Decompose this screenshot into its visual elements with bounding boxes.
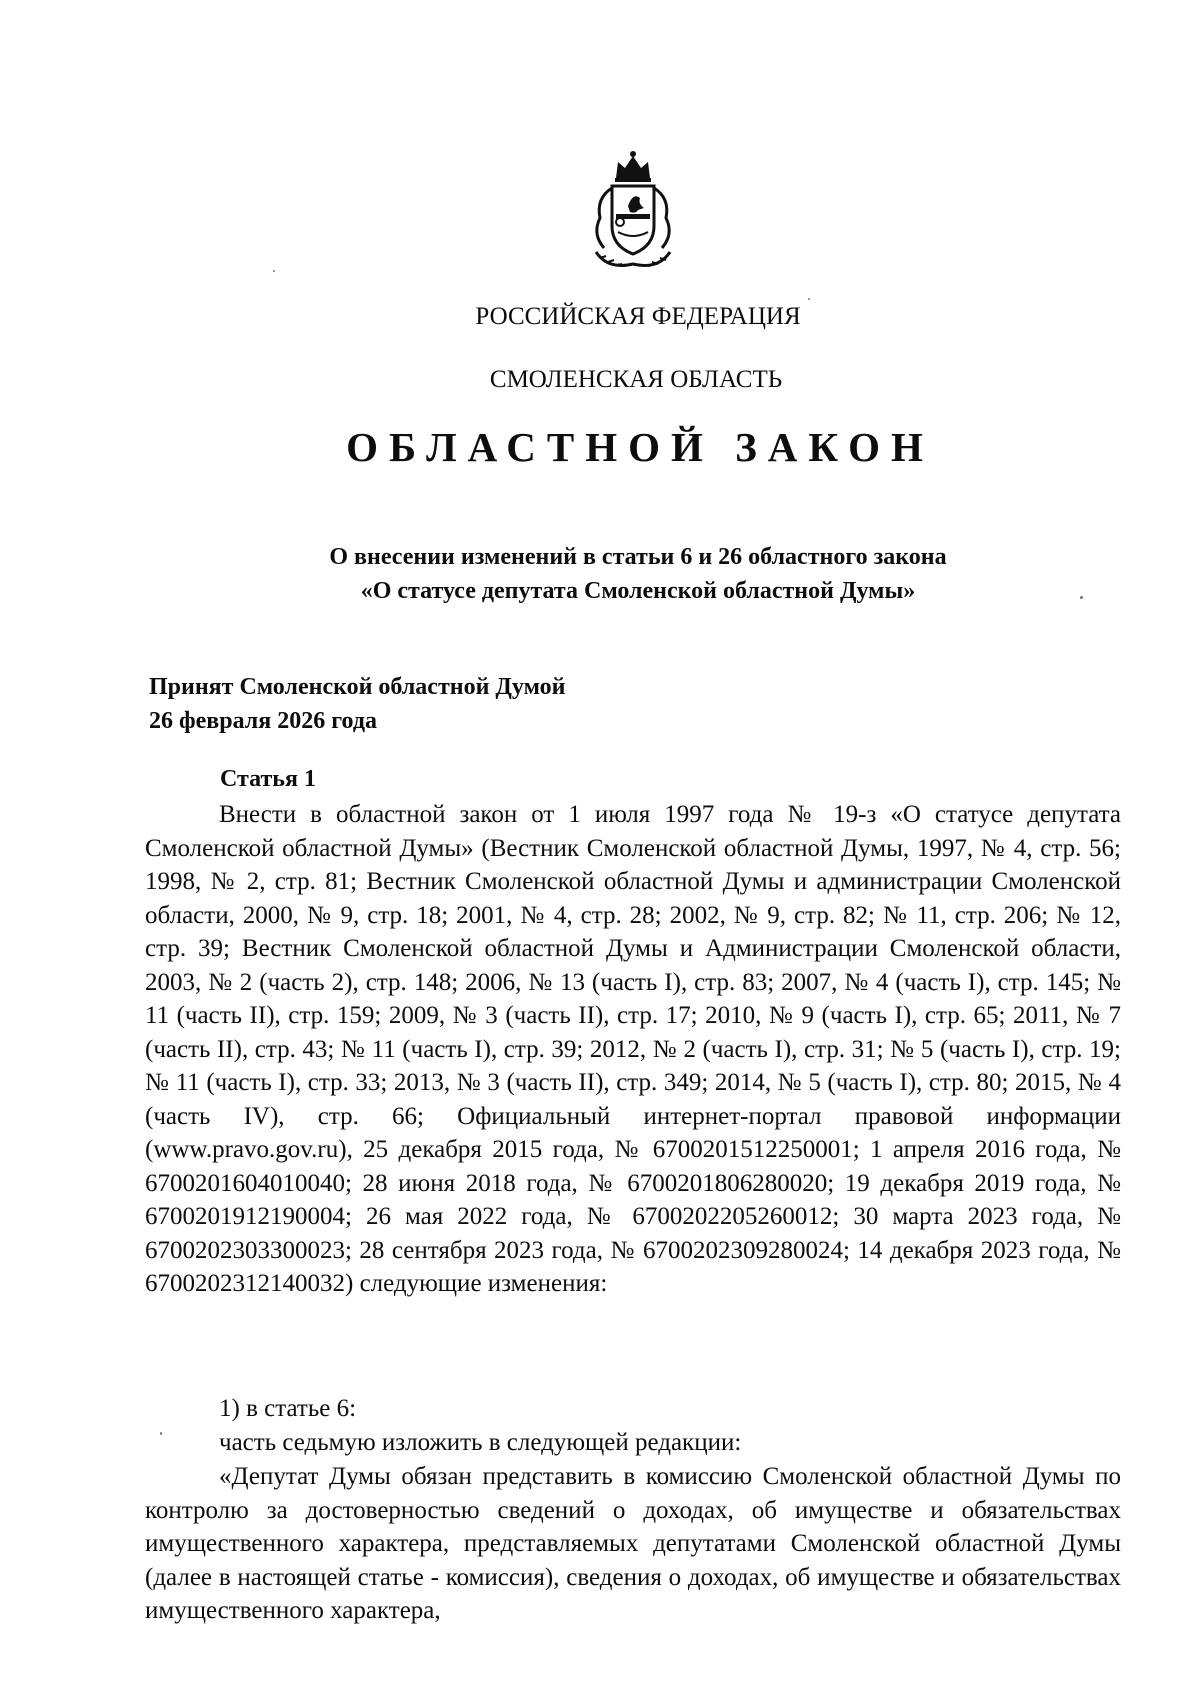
scan-speck xyxy=(1080,596,1083,599)
adoption-date: 26 февраля 2026 года xyxy=(149,708,377,734)
document-type-title: ОБЛАСТНОЙ ЗАКОН xyxy=(346,424,934,470)
scan-speck xyxy=(808,298,810,300)
amendment-quote-paragraph: «Депутат Думы обязан представить в комиссию Смоленской областной Думы по контролю за достоверностью сведений о доходах, об имуществе и обязательствах имущественного характера, представляемых депутатами Смоленской областной Думы (далее в настоящей статье - комиссия), сведения о доходах, об имуществе и обязательствах имущественного характера, xyxy=(145,1463,1121,1624)
scan-speck xyxy=(273,270,275,272)
article-title: Статья 1 xyxy=(220,766,316,792)
amendment-instruction: часть седьмую изложить в следующей редакции: xyxy=(219,1429,742,1456)
smolensk-coat-of-arms-icon xyxy=(578,148,688,276)
law-subject xyxy=(38,540,1200,608)
country-heading: РОССИЙСКАЯ ФЕДЕРАЦИЯ xyxy=(475,303,801,330)
subject-line-2: «О статусе депутата Смоленской областной Думы» xyxy=(360,578,916,604)
subject-line-1: О внесении изменений в статьи 6 и 26 областного закона xyxy=(329,544,947,570)
main-paragraph-text: Внести в областной закон от 1 июля 1997 года № 19-з «О статусе депутата Смоленской областной Думы» (Вестник Смоленской областной Думы, 1997, № 4, стр. 56; 1998, № 2, стр. 81; Вестник Смоленской областной Думы и администрации Смоленской области, 2000, № 9, стр. 18; 2001, № 4, стр. 28; 2002, № 9, стр. 82; № 11, стр. 206; № 12, стр. 39; Вестник Смоленской областной Думы и Администрации Смоленской области, 2003, № 2 (часть 2), стр. 148; 2006, № 13 (часть I), стр. 83; 2007, № 4 (часть I), стр. 145; № 11 (часть II), стр. 159; 2009, № 3 (часть II), стр. 17; 2010, № 9 (часть I), стр. 65; 2011, № 7 (часть II), стр. 43; № 11 (часть I), стр. 39; 2012, № 2 (часть I), стр. 31; № 5 (часть I), стр. 19; № 11 (часть I), стр. 33; 2013, № 3 (часть II), стр. 349; 2014, № 5 (часть I), стр. 80; 2015, № 4 (часть IV), стр. 66; Официальный интернет-портал правовой информации (www.pravo.gov.ru), 25 декабря 2015 года, № 6700201512250001; 1 апреля 2016 года, № 6700201604010040; 28 июня 2018 года, № 6700201806280020; 19 декабря 2019 года, № 6700201912190004; 26 мая 2022 года, № 6700202205260012; 30 марта 2023 года, № 6700202303300023; 28 сентября 2023 года, № 6700202309280024; 14 декабря 2023 года, № 6700202312140032) следующие изменения: xyxy=(145,801,1121,1297)
article-main-paragraph xyxy=(145,798,1121,1301)
amendment-item-1: 1) в статье 6: xyxy=(219,1395,357,1422)
region-heading: СМОЛЕНСКАЯ ОБЛАСТЬ xyxy=(489,366,783,393)
scan-speck xyxy=(160,1432,162,1435)
adoption-body: Принят Смоленской областной Думой xyxy=(149,674,566,700)
adoption-info xyxy=(149,670,565,738)
